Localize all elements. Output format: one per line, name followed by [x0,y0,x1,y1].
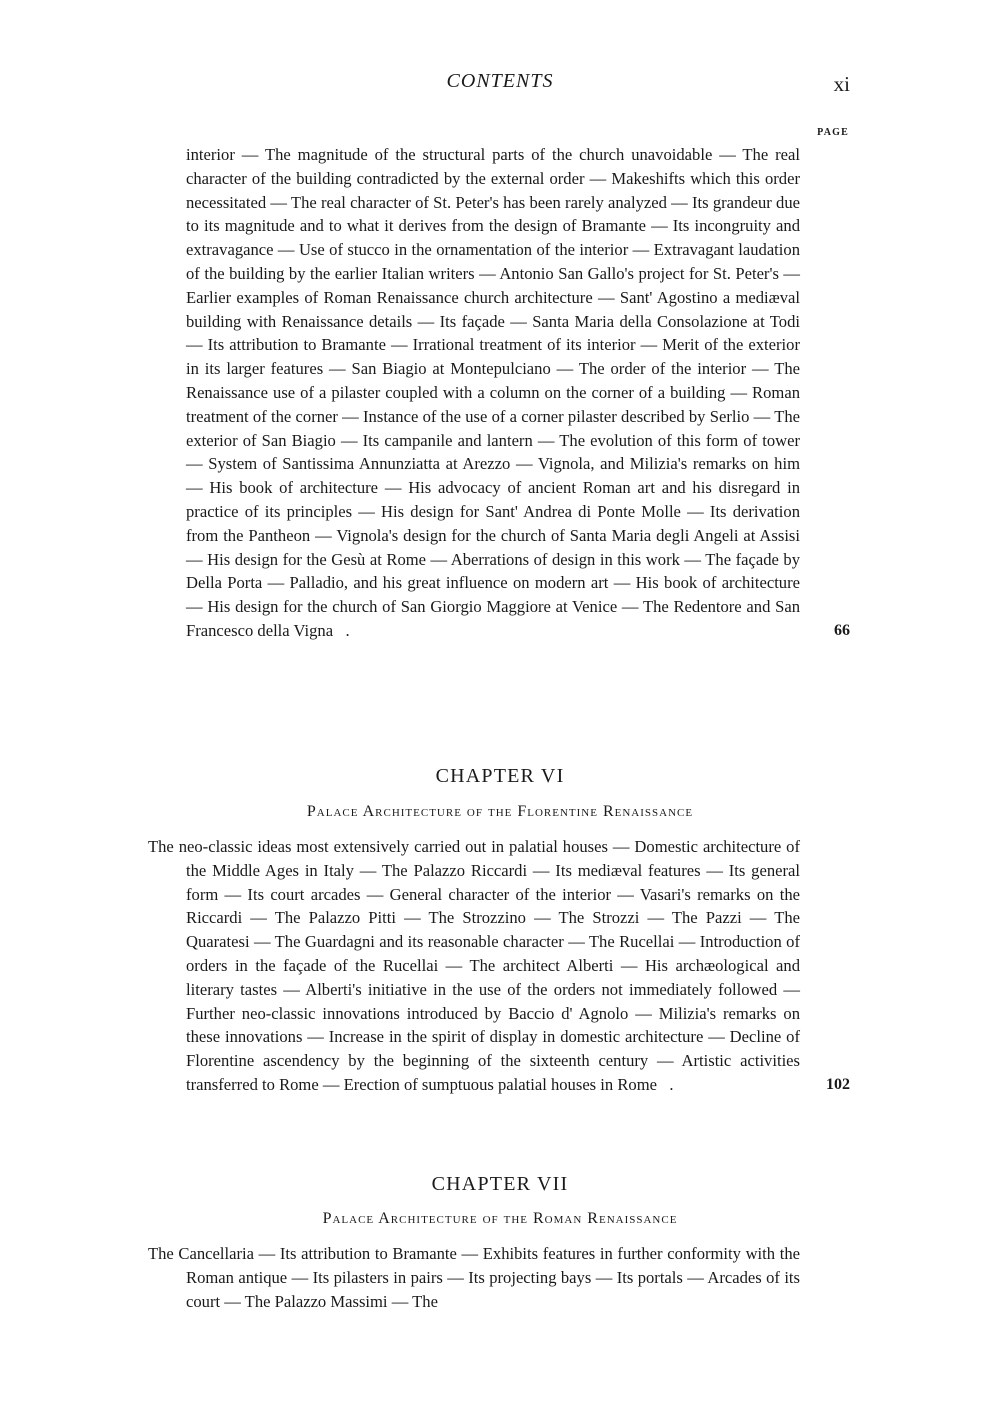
chapter-subtitle: Palace Architecture of the Florentine Renaissance [306,803,694,820]
entry-body: The Cancellaria — Its attribution to Bramante — Exhibits features in further conformity with the Roman antique — Its pilasters in pairs — Its projecting bays — Its portals — Arcades of its court — The Palazzo Massimi — The [148,1244,800,1311]
entry-body: interior — The magnitude of the structural parts of the church unavoidable — The real character of the building contradicted by the external order — Makeshifts which this order necessitated — The real character of St. Peter's has been rarely analyzed — Its grandeur due to its magnitude and to what it derives from the design of Bramante — Its incongruity and extravagance — Use of stucco in the ornamentation of the interior — Extravagant laudation of the building by the earlier Italian writers — Antonio San Gallo's project for St. Peter's — Earlier examples of Roman Renaissance church architecture — Sant' Agostino a mediæval building with Renaissance details — Its façade — Santa Maria della Consolazione at Todi — Its attribution to Bramante — Irrational treatment of its interior — Merit of the exterior in its larger features — San Biagio at Montepulciano — The order of the interior — The Renaissance use of a pilaster coupled with a column on the corner of a building — Roman treatment of the corner — Instance of the use of a corner pilaster described by Serlio — The exterior of San Biagio — Its campanile and lantern — The evolution of this form of tower — System of Santissima Annunziatta at Arezzo — Vignola, and Milizia's remarks on him — His book of architecture — His advocacy of ancient Roman art and his disregard in practice of its principles — His design for Sant' Andrea di Ponte Molle — Its derivation from the Pantheon — Vignola's design for the church of Santa Maria degli Angeli at Assisi — His design for the Gesù at Rome — Aberrations of design in this work — The façade by Della Porta — Palladio, and his great influence on modern art — His book of architecture — His design for the church of San Giorgio Maggiore at Venice — The Redentore and San Francesco della Vigna [186,145,800,640]
dot-leader: . [656,1074,674,1094]
running-head [0,70,1000,100]
contents-entry [148,835,850,1097]
running-title: CONTENTS [446,70,554,92]
entry-page-number: 66 [834,621,850,639]
entry-text [148,1242,850,1313]
entry-body: The neo-classic ideas most extensively carried out in palatial houses — Domestic architecture of the Middle Ages in Italy — The Palazzo Riccardi — Its mediæval features — Its general form — Its court arcades — General character of the interior — Vasari's remarks on the Riccardi — The Palazzo Pitti — The Strozzino — The Strozzi — The Pazzi — The Quaratesi — The Guardagni and its reasonable character — The Rucellai — Introduction of orders in the façade of the Rucellai — The architect Alberti — His archæological and literary tastes — Alberti's initiative in the use of the orders not immediately followed — Further neo-classic innovations introduced by Baccio d' Agnolo — Milizia's remarks on these innovations — Increase in the spirit of display in domestic architecture — Decline of Florentine ascendency by the beginning of the sixteenth century — Artistic activities transferred to Rome — Erection of sumptuous palatial houses in Rome [148,837,800,1094]
chapter-heading: CHAPTER VI [435,765,565,787]
entry-text [148,835,850,1097]
page-number: xi [833,72,850,96]
dot-leader: . [333,620,350,640]
contents-entry-continued [148,143,850,643]
chapter-subtitle: Palace Architecture of the Roman Renaissance [322,1210,678,1227]
chapter-heading: CHAPTER VII [431,1173,569,1195]
entry-page-number: 102 [826,1075,850,1093]
contents-entry [148,1242,850,1313]
page-column-label: PAGE [817,127,849,138]
entry-text [148,143,850,643]
